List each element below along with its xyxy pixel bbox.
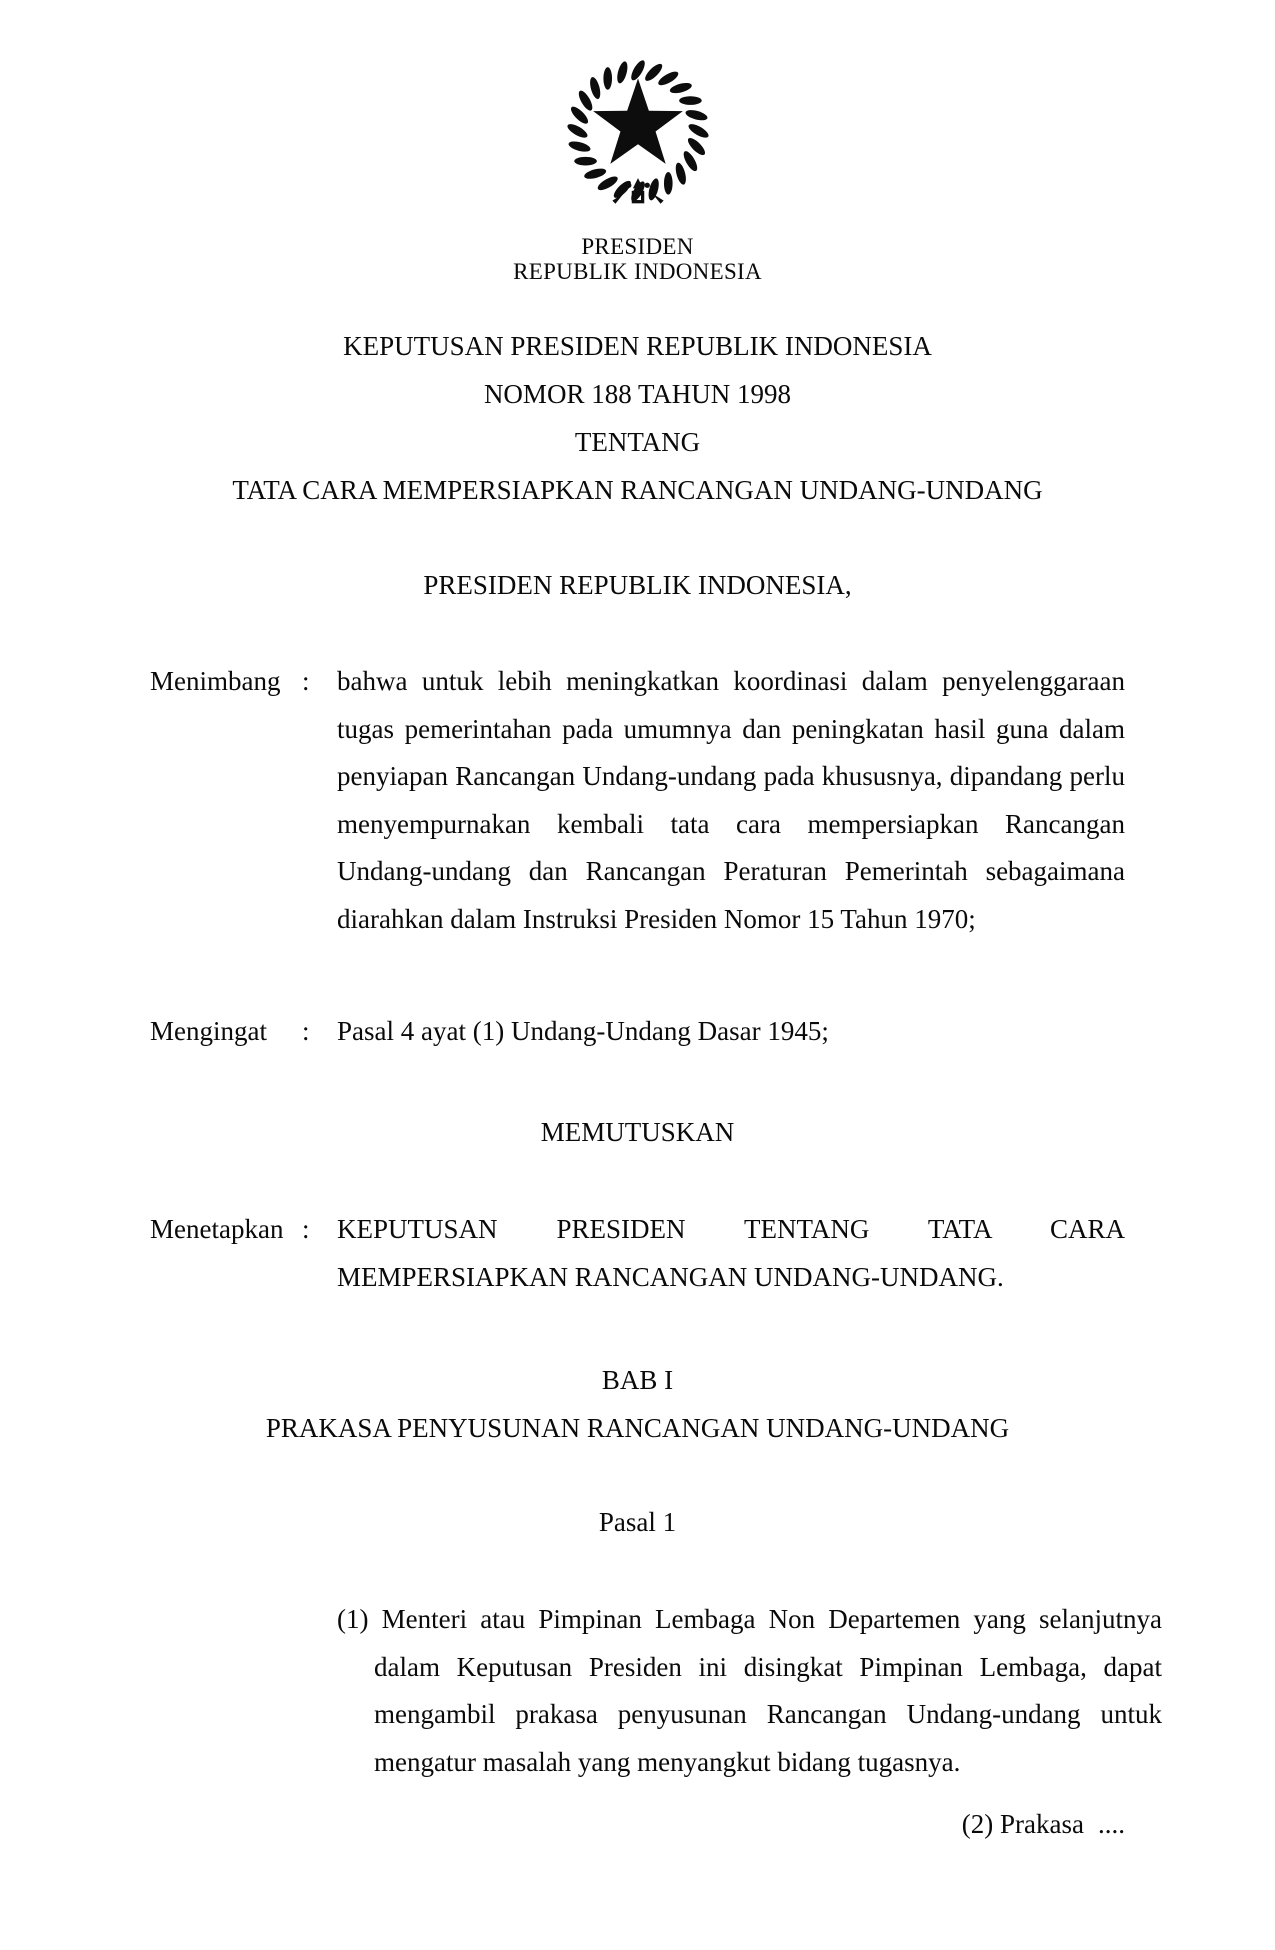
salutation-line: PRESIDEN REPUBLIK INDONESIA, bbox=[423, 570, 852, 600]
clause-menetapkan bbox=[150, 1206, 1125, 1301]
article-heading: Pasal 1 bbox=[598, 1507, 677, 1537]
article-item-1 bbox=[337, 1596, 1162, 1786]
decree-number-line: NOMOR 188 TAHUN 1998 bbox=[483, 379, 792, 409]
page-catchword bbox=[962, 1801, 1125, 1849]
clause-mengingat-colon: : bbox=[302, 1016, 310, 1046]
chapter-heading bbox=[150, 1356, 1125, 1452]
clause-menimbang bbox=[150, 658, 1125, 943]
clause-mengingat-label: Mengingat bbox=[150, 1016, 267, 1046]
decree-subject-line: TATA CARA MEMPERSIAPKAN RANCANGAN UNDANG-UNDANG bbox=[232, 475, 1043, 505]
letterhead-republik-indonesia: REPUBLIK INDONESIA bbox=[513, 259, 762, 284]
clause-menetapkan-label: Menetapkan bbox=[150, 1214, 284, 1244]
catchword-dots: .... bbox=[1098, 1809, 1125, 1839]
chapter-number: BAB I bbox=[601, 1365, 674, 1395]
decree-tentang-line: TENTANG bbox=[574, 427, 701, 457]
article-item-1-number: (1) bbox=[337, 1604, 369, 1634]
letterhead bbox=[0, 234, 1275, 284]
clause-menimbang-text: bahwa untuk lebih meningkatkan koordinasi dalam penyelenggaraan tugas pemerintahan pada umumnya dan peningkatan hasil guna dalam penyiapan Rancangan Undang-undang pada khususnya, dipandang perlu menyempurnakan kembali tata cara mempersiapkan Rancangan Undang-undang dan Rancangan Peraturan Pemerintah sebagaimana diarahkan dalam Instruksi Presiden Nomor 15 Tahun 1970; bbox=[337, 666, 1125, 934]
clause-mengingat-text: Pasal 4 ayat (1) Undang-Undang Dasar 1945; bbox=[337, 1016, 829, 1046]
clause-menetapkan-colon: : bbox=[302, 1214, 310, 1244]
memutuskan-heading: MEMUTUSKAN bbox=[540, 1117, 735, 1147]
clause-menimbang-label: Menimbang bbox=[150, 666, 281, 696]
decree-title-block bbox=[150, 322, 1125, 514]
clause-menimbang-colon: : bbox=[302, 666, 310, 696]
clause-mengingat bbox=[150, 1008, 1125, 1056]
clause-menetapkan-text: KEPUTUSAN PRESIDEN TENTANG TATA CARA MEMPERSIAPKAN RANCANGAN UNDANG-UNDANG. bbox=[337, 1214, 1125, 1292]
presidential-seal-icon bbox=[561, 58, 715, 214]
article-item-1-text: Menteri atau Pimpinan Lembaga Non Departemen yang selanjutnya dalam Keputusan Presiden ini disingkat Pimpinan Lembaga, dapat mengambil prakasa penyusunan Rancangan Undang-undang untuk mengatur masalah yang menyangkut bidang tugasnya. bbox=[374, 1604, 1162, 1777]
decree-title-line1: KEPUTUSAN PRESIDEN REPUBLIK INDONESIA bbox=[343, 331, 932, 361]
catchword-lead: (2) Prakasa bbox=[961, 1809, 1084, 1839]
chapter-title: PRAKASA PENYUSUNAN RANCANGAN UNDANG-UNDANG bbox=[265, 1413, 1010, 1443]
letterhead-presiden: PRESIDEN bbox=[581, 234, 694, 259]
